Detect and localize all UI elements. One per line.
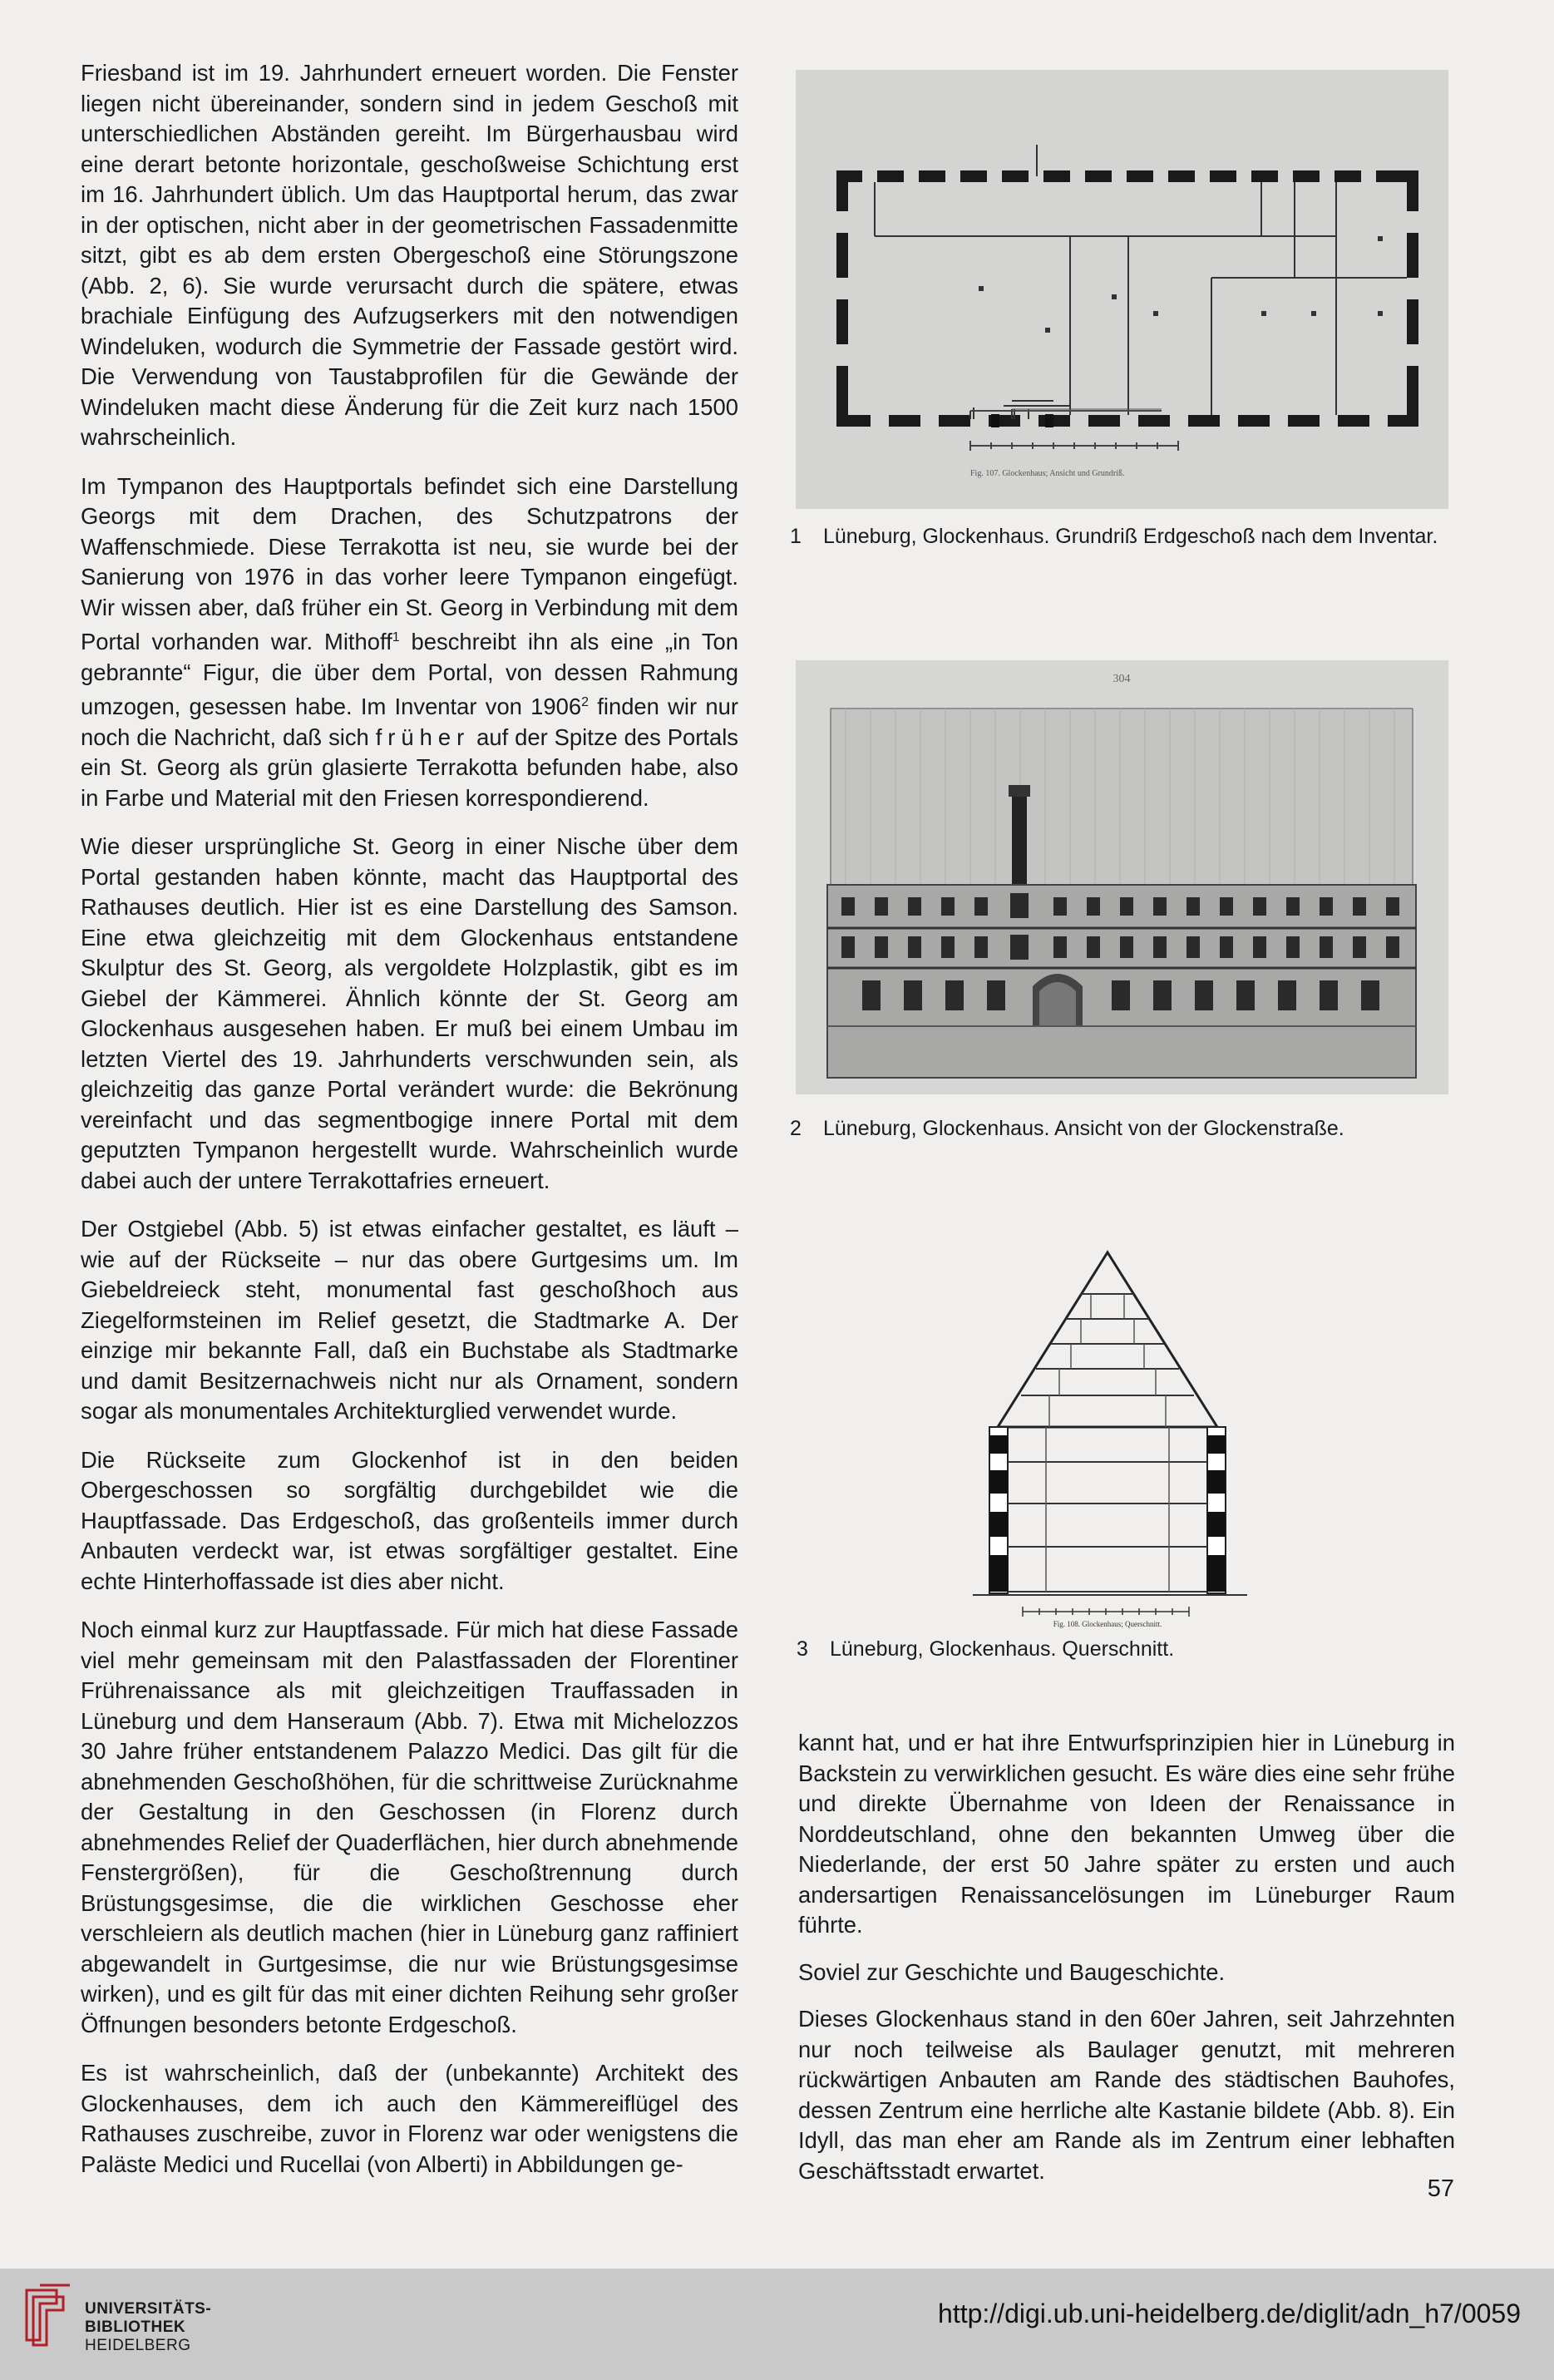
figure-caption: 1 Lüneburg, Glockenhaus. Grundriß Erdgeschoß nach dem Inventar.	[790, 525, 1438, 548]
emphasized-word: früher	[375, 723, 471, 750]
footnote-ref: 2	[581, 695, 590, 710]
paragraph: Wie dieser ursprüngliche St. Georg in einer Nische über dem Portal gestanden haben könnte, macht das Hauptportal des Rathauses deutlich. Hier ist es eine Darstellung des Samson. Eine etwa gleichzeitig mit dem Glockenhaus entstandene Skulptur des St. Georg, als vergoldete Holzplastik, gibt es im Giebel der Kämmerei. Ähnlich könnte der St. Georg am Glockenhaus ausgesehen haben. Er muß bei einem Umbau im letzten Viertel des 19. Jahrhunderts verschwunden sein, als gleichzeitig das ganze Portal verändert wurde: die Bekrönung vereinfacht und das segmentbogige innere Portal mit dem geputzten Tympanon hergestellt wurde. Wahrscheinlich wurde dabei auch der untere Terrakottafries erneuert.	[81, 833, 738, 1193]
paragraph: Soviel zur Geschichte und Baugeschichte.	[798, 1958, 1226, 1985]
paragraph: Dieses Glockenhaus stand in den 60er Jahren, seit Jahrzehnten nur noch teilweise als Baulager genutzt, mit mehreren rückwärtigen Anbauten am Rande des städtischen Bauhofes, dessen Zentrum eine herrliche alte Kastanie bildete (Abb. 8). Ein Idyll, das man eher am Rande als im Zentrum einer lebhaften Geschäftsstadt erwartet.	[798, 2006, 1455, 2184]
paragraph: Der Ostgiebel (Abb. 5) ist etwas einfacher gestaltet, es läuft – wie auf der Rückseite – nur das obere Gurtgesims um. Im Giebeldreieck steht, monumental fast geschoßhoch aus Ziegelformsteinen im Relief gesetzt, die Stadtmarke A. Der einzige mir bekannte Fall, daß ein Buchstabe als Stadtmarke und damit Besitzernachweis nicht nur als Ornament, sondern sogar als monumentales Architekturglied verwendet wurde.	[81, 1216, 738, 1425]
library-logo-icon	[18, 2282, 76, 2353]
figure-inner-label: Fig. 107. Glockenhaus; Ansicht und Grundriß.	[970, 469, 1125, 478]
page-number: 57	[1427, 2175, 1454, 2202]
right-column	[798, 1728, 1455, 2203]
paragraph: kannt hat, und er hat ihre Entwurfsprinzipien hier in Lüneburg in Backstein zu verwirklichen gesucht. Es wäre dies eine sehr frühe und direkte Übernahme von Ideen der Renaissance in Norddeutschland, ohne den bekannten Umweg über die Niederlande, der erst 50 Jahre später zu ersten und auch andersartigen Renaissancelösungen im Lüneburger Raum führte.	[798, 1730, 1455, 1938]
figure-caption: 3 Lüneburg, Glockenhaus. Querschnitt.	[797, 1637, 1175, 1661]
figure-elevation	[796, 660, 1448, 1094]
footnote-ref: 1	[392, 630, 400, 644]
source-url-link[interactable]: http://digi.ub.uni-heidelberg.de/diglit/adn_h7/0059	[938, 2299, 1521, 2328]
library-name: UNIVERSITÄTS- BIBLIOTHEK HEIDELBERG	[85, 2300, 212, 2354]
paragraph: Im Tympanon des Hauptportals befindet sich eine Darstellung Georgs mit dem Drachen, des Schutzpatrons der Waffenschmiede. Diese Terrakotta ist neu, sie wurde bei der Sanierung von 1976 in das vorher leere Tympanon eingefügt. Wir wissen aber, daß früher ein St. Georg in Verbindung mit dem Portal vorhanden war. Mithoff$^1$ beschreibt ihn als eine „in Ton gebrannte“ Figur, die über dem Portal, von dessen Rahmung umzogen, gesessen habe. Im Inventar von 1906$^2$ finden wir nur noch die Nachricht, daß sich früher auf der Spitze des Portals ein St. Georg als grün glasierte Terrakotta befunden habe, also in Farbe und Material mit den Friesen korrespondierend.	[81, 472, 738, 811]
figure-floor-plan	[796, 70, 1448, 509]
figure-caption: 2 Lüneburg, Glockenhaus. Ansicht von der Glockenstraße.	[790, 1117, 1344, 1140]
paragraph: Noch einmal kurz zur Hauptfassade. Für mich hat diese Fassade viel mehr gemeinsam mit den Palastfassaden der Florentiner Frührenaissance als mit gleichzeitigen Trauffassaden in Lüneburg und dem Hanseraum (Abb. 7). Etwa mit Michelozzos 30 Jahre früher entstandenem Palazzo Medici. Das gilt für die abnehmenden Geschoßhöhen, für die schrittweise Zurücknahme der Gestaltung in den Geschossen (in Florenz durch abnehmendes Relief der Quaderflächen, hier durch abnehmende Fenstergrößen), für die Geschoßtrennung durch Brüstungsgesimse, die die wirklichen Geschosse eher verschleiern als deutlich machen (hier in Lüneburg ganz raffiniert abgewandelt in Gurtgesimse, die nur wie Brüstungsgesimse wirken), und es gilt für das mit einer dichten Reihung sehr großer Öffnungen besonders betonte Erdgeschoß.	[81, 1617, 738, 2037]
paragraph: Die Rückseite zum Glockenhof ist in den beiden Obergeschossen so sorgfältig durchgebildet wie die Hauptfassade. Das Erdgeschoß, das großenteils immer durch Anbauten verdeckt war, ist etwas sorgfältiger gestaltet. Eine echte Hinterhoffassade ist dies aber nicht.	[81, 1446, 738, 1594]
footer-bar	[0, 2269, 1554, 2380]
figure-inner-label: 304	[1112, 673, 1131, 685]
figure-inner-label: Fig. 108. Glockenhaus; Querschnitt.	[1053, 1620, 1162, 1628]
paragraph: Es ist wahrscheinlich, daß der (unbekannte) Architekt des Glockenhauses, dem ich auch den Kämmereiflügel des Rathauses zuschreibe, zuvor in Florenz war oder wenigstens die Paläste Medici und Rucellai (von Alberti) in Abbildungen ge-	[81, 2060, 738, 2177]
figure-cross-section	[973, 1246, 1247, 1628]
paragraph: Friesband ist im 19. Jahrhundert erneuert worden. Die Fenster liegen nicht übereinander, sondern sind in jedem Geschoß mit unterschiedlichen Abständen gereiht. Im Bürgerhausbau wird eine derart betonte horizontale, geschoßweise Schichtung erst im 16. Jahrhundert üblich. Um das Hauptportal herum, das zwar in der optischen, nicht aber in der geometrischen Fassadenmitte sitzt, gibt es ab dem ersten Obergeschoß eine Störungszone (Abb. 2, 6). Sie wurde verursacht durch die spätere, etwas brachiale Einfügung des Aufzugserkers mit den notwendigen Windeluken, wodurch die Symmetrie der Fassade gestört wird. Die Verwendung von Taustabprofilen für die Gewände der Windeluken macht diese Änderung für die Zeit kurz nach 1500 wahrscheinlich.	[81, 60, 738, 450]
left-column	[81, 58, 738, 2198]
